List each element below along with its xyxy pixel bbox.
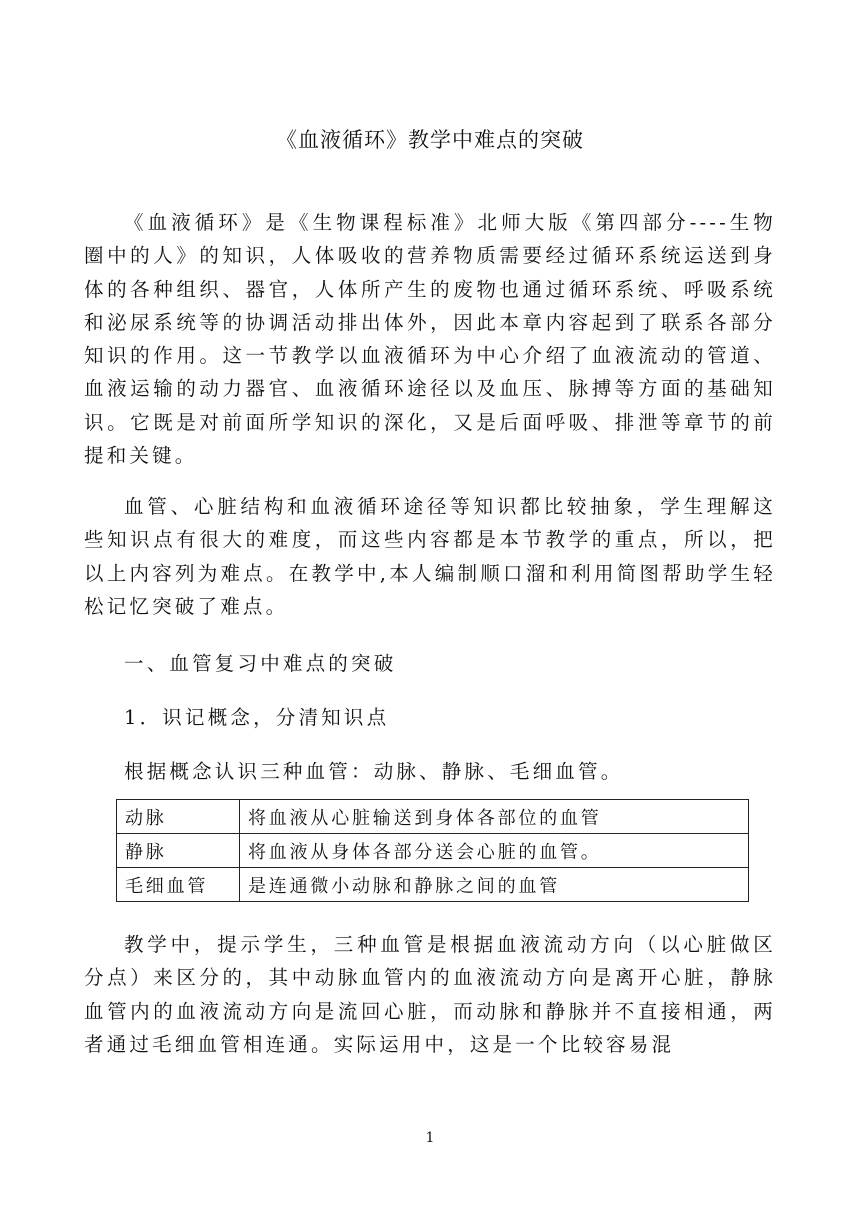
subsection-heading: 1．识记概念，分清知识点 <box>124 706 390 729</box>
page-number: 1 <box>425 1130 435 1146</box>
teaching-paragraph: 教学中，提示学生，三种血管是根据血液流动方向（以心脏做区分点）来区分的，其中动脉血管内的血液流动方向是离开心脏，静脉血管内的血液流动方向是流回心脏，而动脉和静脉并不直接相通，两者通过毛细血管相连通。实际运用中，这是一个比较容易混 <box>84 933 776 1056</box>
table-cell-term: 动脉 <box>117 800 240 834</box>
document-title: 《血液循环》教学中难点的突破 <box>276 128 584 152</box>
table-cell-definition: 将血液从心脏输送到身体各部位的血管 <box>240 800 749 834</box>
table-cell-definition: 将血液从身体各部分送会心脏的血管。 <box>240 834 749 868</box>
vessel-table <box>116 799 749 902</box>
intro-paragraph: 《血液循环》是《生物课程标准》北师大版《第四部分----生物圈中的人》的知识，人体吸收的营养物质需要经过循环系统运送到身体的各种组织、器官，人体所产生的废物也通过循环系统、呼吸系统和泌尿系统等的协调活动排出体外，因此本章内容起到了联系各部分知识的作用。这一节教学以血液循环为中心介绍了血液流动的管道、血液运输的动力器官、血液循环途径以及血压、脉搏等方面的基础知识。它既是对前面所学知识的深化，又是后面呼吸、排泄等章节的前提和关键。 <box>84 211 776 468</box>
section-heading: 一、血管复习中难点的突破 <box>124 652 397 675</box>
table-cell-term: 静脉 <box>117 834 240 868</box>
table-row <box>117 834 749 868</box>
concept-intro: 根据概念认识三种血管：动脉、静脉、毛细血管。 <box>124 760 624 783</box>
table-cell-definition: 是连通微小动脉和静脉之间的血管 <box>240 868 749 902</box>
difficulty-paragraph: 血管、心脏结构和血液循环途径等知识都比较抽象，学生理解这些知识点有很大的难度，而这些内容都是本节教学的重点，所以，把以上内容列为难点。在教学中,本人编制顺口溜和利用简图帮助学生轻松记忆突破了难点。 <box>84 495 776 618</box>
table-row <box>117 800 749 834</box>
table-row <box>117 868 749 902</box>
table-cell-term: 毛细血管 <box>117 868 240 902</box>
